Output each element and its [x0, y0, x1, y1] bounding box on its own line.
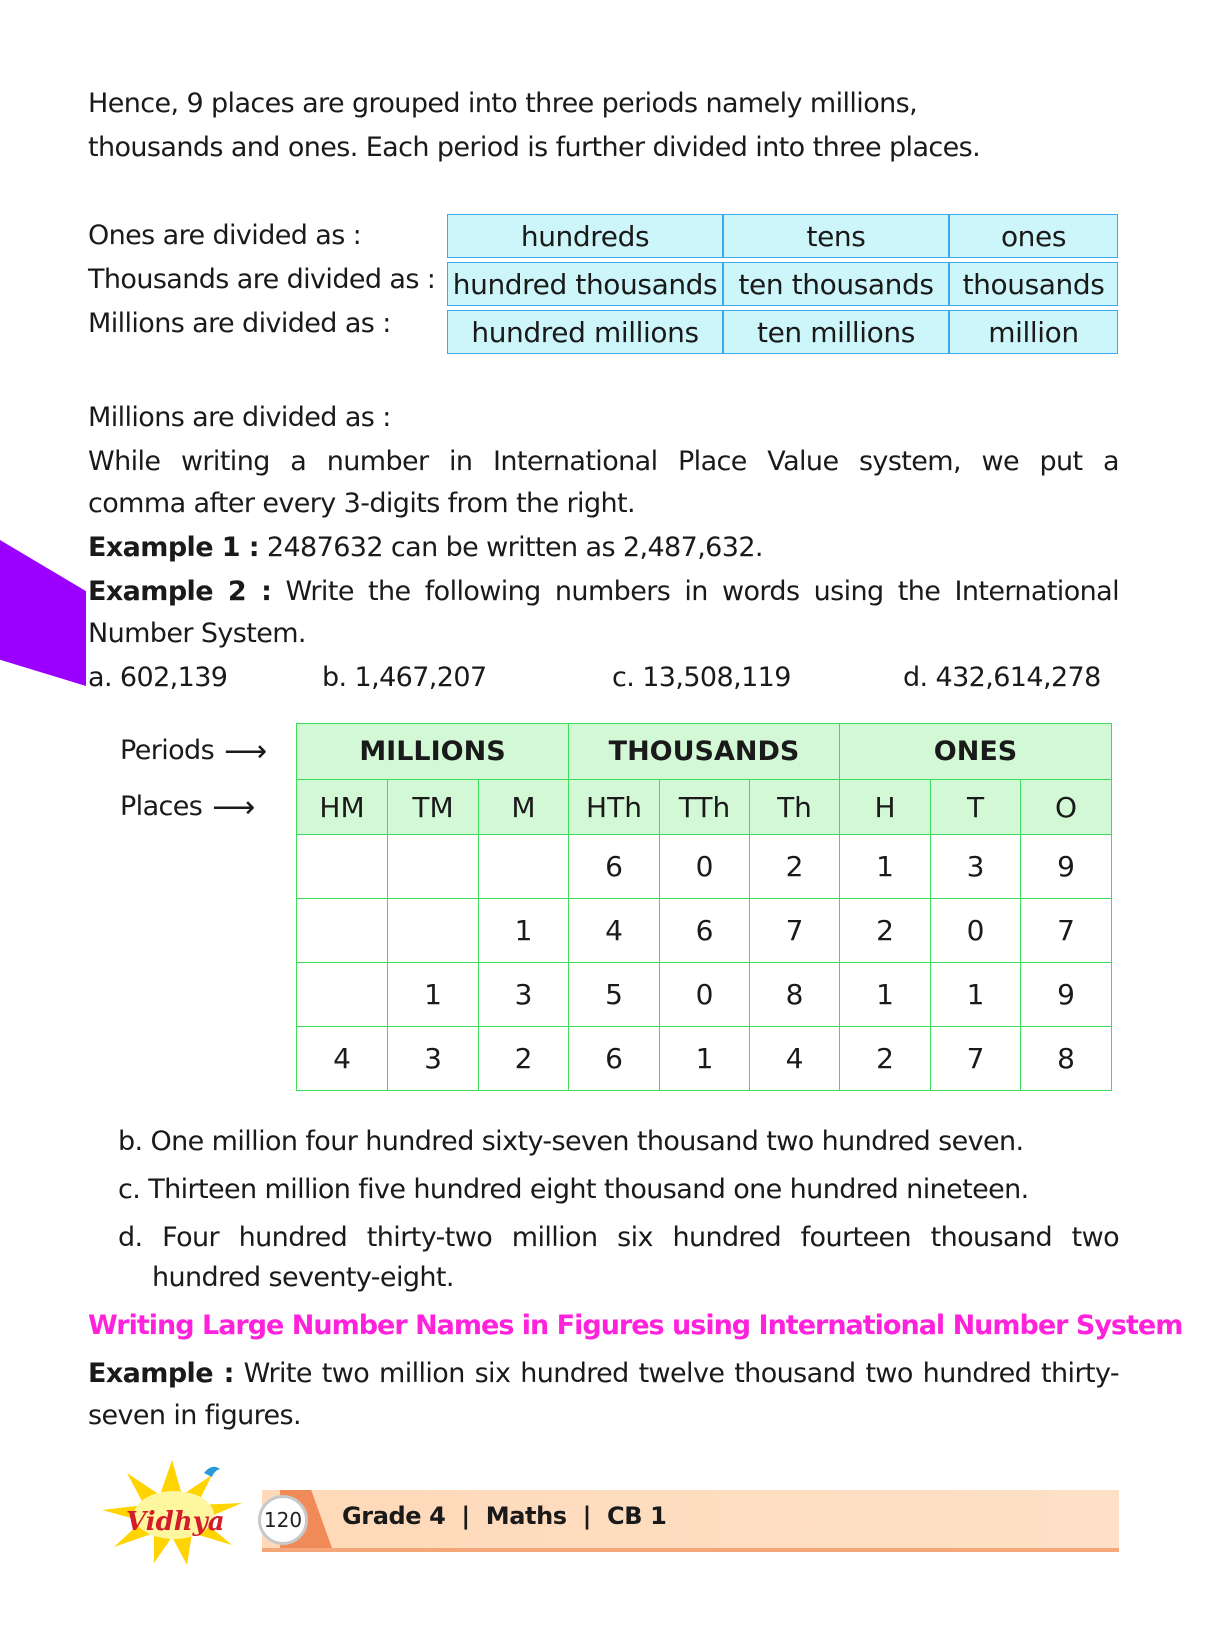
thousands-division-row [447, 262, 1118, 306]
table-row [297, 963, 1112, 1027]
digit-cell: 1 [840, 835, 931, 899]
right-arrow-icon: ⟶ [224, 734, 267, 769]
division-cell: hundreds [447, 214, 723, 258]
footer-subject: Maths [485, 1502, 567, 1530]
digit-cell: 2 [479, 1027, 569, 1091]
ones-division-label: Ones are divided as : [88, 220, 362, 251]
place-header: M [479, 780, 569, 835]
writing-example-line-2: seven in figures. [88, 1400, 301, 1431]
digit-cell: 9 [1021, 835, 1112, 899]
digit-cell: 6 [660, 899, 750, 963]
digit-cell: 3 [931, 835, 1021, 899]
answer-d-line-1: d. Four hundred thirty-two million six hundred fourteen thousand two [118, 1222, 1119, 1253]
example-2-label: Example 2 : [88, 576, 272, 607]
paragraph-line-1: While writing a number in International Place Value system, we put a [88, 446, 1119, 477]
table-row [297, 1027, 1112, 1091]
answer-d-line-2: hundred seventy-eight. [152, 1262, 454, 1293]
digit-cell: 5 [569, 963, 660, 1027]
division-cell: thousands [949, 262, 1118, 306]
digit-cell: 0 [660, 835, 750, 899]
places-row [297, 780, 1112, 835]
digit-cell: 1 [660, 1027, 750, 1091]
paragraph-line-2: comma after every 3-digits from the right. [88, 488, 635, 519]
place-header: Th [750, 780, 840, 835]
table-row [297, 835, 1112, 899]
number-a: a. 602,139 [88, 662, 228, 693]
digit-cell: 2 [750, 835, 840, 899]
digit-cell: 7 [931, 1027, 1021, 1091]
digit-cell: 1 [388, 963, 479, 1027]
number-c: c. 13,508,119 [612, 662, 791, 693]
footer-separator: | [461, 1502, 470, 1530]
period-header: ONES [840, 724, 1112, 780]
place-header: HM [297, 780, 388, 835]
table-row [297, 899, 1112, 963]
periods-row-label [120, 734, 266, 769]
places-row-label [120, 790, 255, 825]
place-header: TTh [660, 780, 750, 835]
digit-cell: 8 [1021, 1027, 1112, 1091]
footer-separator: | [582, 1502, 592, 1530]
ones-division-row [447, 214, 1118, 258]
division-cell: ones [949, 214, 1118, 258]
example-1-label: Example 1 : [88, 532, 259, 563]
section-heading: Millions are divided as : [88, 402, 391, 433]
digit-cell: 8 [750, 963, 840, 1027]
right-arrow-icon: ⟶ [212, 790, 255, 825]
digit-cell: 7 [1021, 899, 1112, 963]
answer-b: b. One million four hundred sixty-seven thousand two hundred seven. [118, 1126, 1024, 1157]
writing-example-line-1 [88, 1358, 1119, 1389]
answer-c: c. Thirteen million five hundred eight thousand one hundred nineteen. [118, 1174, 1029, 1205]
digit-cell: 2 [840, 1027, 931, 1091]
digit-cell: 1 [840, 963, 931, 1027]
digit-cell: 6 [569, 835, 660, 899]
period-header: THOUSANDS [569, 724, 840, 780]
place-header: O [1021, 780, 1112, 835]
writing-example-label: Example : [88, 1358, 234, 1389]
place-value-chart [296, 723, 1112, 1091]
intro-line-1: Hence, 9 places are grouped into three periods namely millions, [88, 88, 918, 119]
places-label-text: Places [120, 791, 203, 822]
division-cell: hundred thousands [447, 262, 723, 306]
periods-label-text: Periods [120, 735, 215, 766]
digit-cell [297, 963, 388, 1027]
digit-cell: 0 [931, 899, 1021, 963]
side-tab-decoration [0, 540, 86, 686]
digit-cell: 9 [1021, 963, 1112, 1027]
millions-division-label: Millions are divided as : [88, 308, 391, 339]
digit-cell [388, 899, 479, 963]
vidhya-logo [92, 1455, 252, 1570]
digit-cell: 0 [660, 963, 750, 1027]
digit-cell: 2 [840, 899, 931, 963]
division-cell: tens [723, 214, 949, 258]
example-1 [88, 532, 763, 563]
digit-cell [297, 899, 388, 963]
footer-book-info [342, 1502, 666, 1530]
digit-cell: 3 [388, 1027, 479, 1091]
digit-cell: 3 [479, 963, 569, 1027]
digit-cell: 4 [569, 899, 660, 963]
digit-cell [479, 835, 569, 899]
digit-cell: 1 [479, 899, 569, 963]
division-cell: ten thousands [723, 262, 949, 306]
page-number: 120 [258, 1495, 308, 1545]
example-2-line-1 [88, 576, 1119, 607]
place-header: HTh [569, 780, 660, 835]
division-cell: ten millions [723, 310, 949, 354]
millions-division-row [447, 310, 1118, 354]
example-1-text: 2487632 can be written as 2,487,632. [258, 532, 763, 563]
example-2-text: Write the following numbers in words using the International [271, 576, 1119, 607]
period-header: MILLIONS [297, 724, 569, 780]
digit-cell: 4 [750, 1027, 840, 1091]
writing-section-heading: Writing Large Number Names in Figures using International Number System [88, 1310, 1183, 1341]
footer-book: CB 1 [607, 1502, 667, 1530]
digit-cell [388, 835, 479, 899]
digit-cell [297, 835, 388, 899]
periods-row [297, 724, 1112, 780]
division-cell: hundred millions [447, 310, 723, 354]
place-header: TM [388, 780, 479, 835]
digit-cell: 7 [750, 899, 840, 963]
thousands-division-label: Thousands are divided as : [88, 264, 436, 295]
digit-cell: 1 [931, 963, 1021, 1027]
number-b: b. 1,467,207 [322, 662, 487, 693]
number-d: d. 432,614,278 [903, 662, 1101, 693]
writing-example-text: Write two million six hundred twelve thousand two hundred thirty- [233, 1358, 1119, 1389]
logo-text: Vidhya [126, 1507, 225, 1537]
division-cell: million [949, 310, 1118, 354]
place-header: H [840, 780, 931, 835]
example-2-line-2: Number System. [88, 618, 306, 649]
intro-line-2: thousands and ones. Each period is further divided into three places. [88, 132, 981, 163]
digit-cell: 4 [297, 1027, 388, 1091]
place-header: T [931, 780, 1021, 835]
footer-grade: Grade 4 [342, 1502, 446, 1530]
digit-cell: 6 [569, 1027, 660, 1091]
